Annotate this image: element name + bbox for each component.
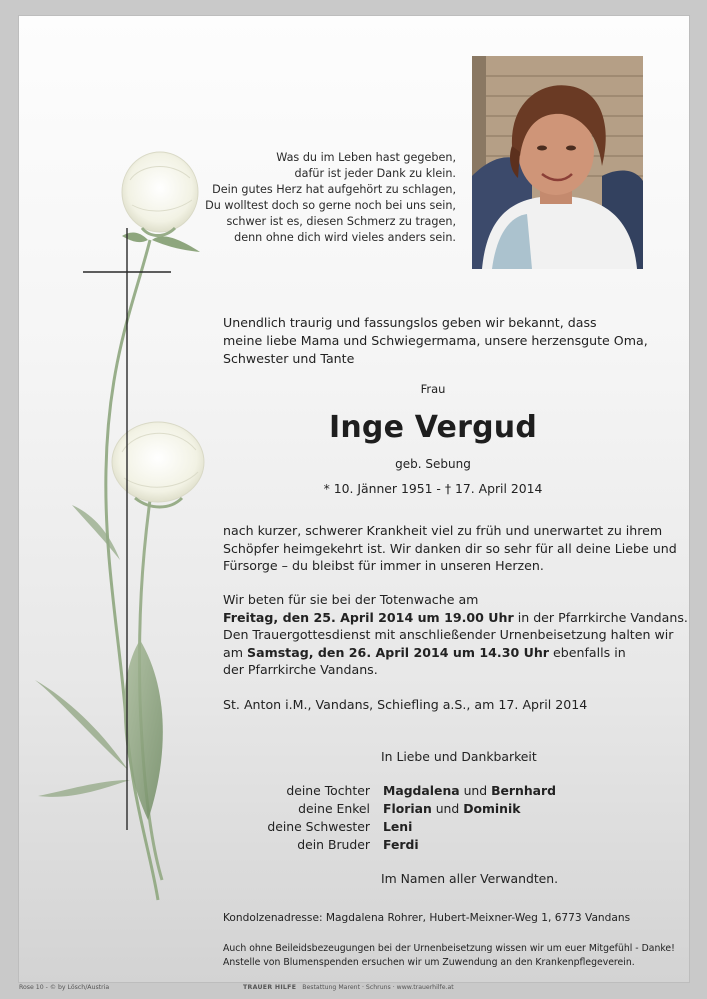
family-name: Bernhard [491, 783, 557, 798]
funeral-line [223, 644, 663, 662]
funeral-suffix: ebenfalls in [549, 644, 626, 660]
poem-line: schwer ist es, diesen Schmerz zu tragen, [226, 215, 456, 228]
intro-line: Schwester und Tante [223, 351, 355, 366]
family-row [383, 836, 556, 854]
place-date: St. Anton i.M., Vandans, Schiefling a.S., am 17. April 2014 [223, 697, 588, 712]
relation: dein Bruder [297, 837, 370, 852]
family-names [383, 782, 556, 854]
relation: deine Tochter [286, 783, 370, 798]
brand-name: TRAUER HILFE [243, 984, 297, 991]
rose-top [122, 152, 198, 236]
relation: deine Enkel [298, 801, 370, 816]
intro-line: meine liebe Mama und Schwiegermama, unsere herzensgute Oma, [223, 333, 648, 348]
intro-line: Unendlich traurig und fassungslos geben wir bekannt, dass [223, 315, 597, 330]
notice-line: Auch ohne Beileidsbezeugungen bei der Urnenbeisetzung wissen wir um euer Mitgefühl - Danke! [223, 943, 675, 954]
family-name: Leni [383, 819, 413, 834]
poem-line: dafür ist jeder Dank zu klein. [294, 167, 456, 180]
family-name: Dominik [463, 801, 521, 816]
paragraph-line: der Pfarrkirche Vandans. [223, 662, 378, 677]
family-row [383, 782, 556, 800]
relation: deine Schwester [267, 819, 370, 834]
vigil-place: in der Pfarrkirche Vandans. [513, 609, 688, 625]
notice-line: Anstelle von Blumenspenden ersuchen wir um Zuwendung an den Krankenpflegeverein. [223, 957, 635, 968]
rose-bottom [112, 422, 204, 507]
poem-line: denn ohne dich wird vieles anders sein. [234, 231, 456, 244]
family-name: Ferdi [383, 837, 419, 852]
family-row [383, 818, 556, 836]
footer-brand [243, 984, 454, 991]
notice [223, 942, 675, 970]
vigil-date: Freitag, den 25. April 2014 um 19.00 Uhr [223, 609, 514, 625]
family-name: Magdalena [383, 783, 460, 798]
funeral-prefix: am [223, 644, 247, 660]
closing-phrase: In Liebe und Dankbarkeit [381, 749, 537, 764]
paragraph-line: Den Trauergottesdienst mit anschließender Urnenbeisetzung halten wir [223, 627, 674, 642]
joiner: und [431, 801, 464, 816]
intro-text [223, 314, 648, 368]
vigil-line [223, 609, 688, 627]
joiner: und [459, 783, 492, 798]
poem-line: Du wolltest doch so gerne noch bei uns sein, [205, 199, 456, 212]
deceased-name: Inge Vergud [328, 410, 537, 445]
funeral-date: Samstag, den 26. April 2014 um 14.30 Uhr [247, 644, 550, 660]
paragraph-line: nach kurzer, schwerer Krankheit viel zu früh und unerwartet zu ihrem [223, 523, 663, 538]
paragraph-services [223, 591, 688, 679]
birth-name: geb. Sebung [395, 457, 471, 471]
paragraph-line: Schöpfer heimgekehrt ist. Wir danken dir so sehr für all deine Liebe und [223, 540, 677, 556]
funeral-home: Bestattung Marent · Schruns · www.trauerhilfe.at [302, 984, 454, 991]
condolence-address: Kondolzenadresse: Magdalena Rohrer, Hubert-Meixner-Weg 1, 6773 Vandans [223, 912, 631, 924]
family-row [383, 800, 556, 818]
paragraph-line: Wir beten für sie bei der Totenwache am [223, 592, 479, 607]
portrait-photo [472, 56, 643, 269]
family-relations [200, 782, 370, 854]
all-relatives: Im Namen aller Verwandten. [381, 871, 559, 886]
poem-line: Dein gutes Herz hat aufgehört zu schlagen, [212, 183, 456, 196]
paragraph-line: Fürsorge – du bleibst für immer in unseren Herzen. [223, 558, 544, 573]
family-name: Florian [383, 801, 432, 816]
footer-credit: Rose 10 - © by Lösch/Austria [19, 984, 110, 991]
paragraph-passing [223, 522, 677, 575]
poem [196, 150, 456, 246]
poem-line: Was du im Leben hast gegeben, [276, 151, 456, 164]
life-dates: * 10. Jänner 1951 - † 17. April 2014 [323, 481, 543, 496]
salutation: Frau [420, 382, 446, 396]
